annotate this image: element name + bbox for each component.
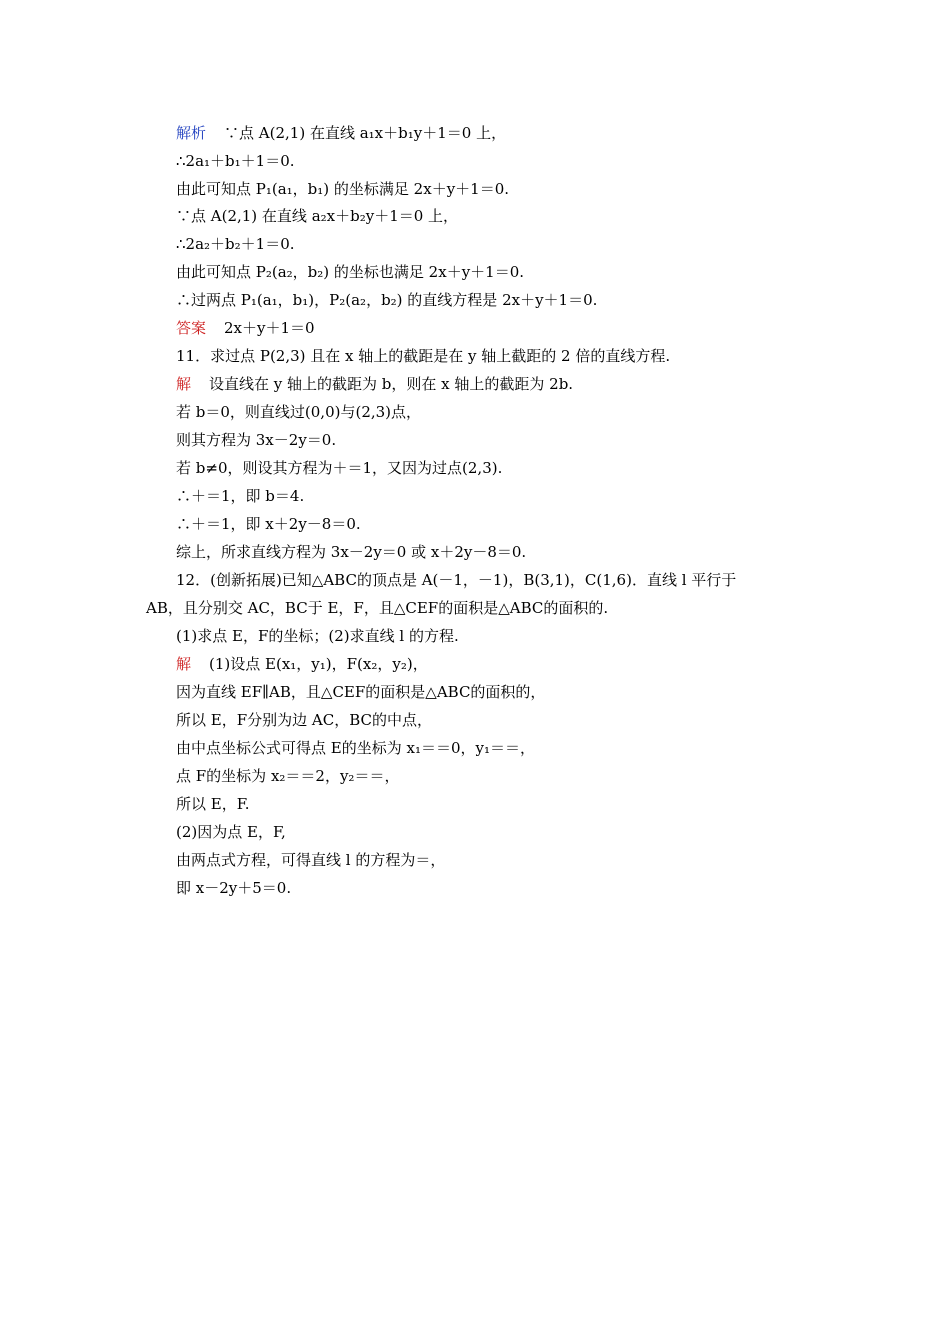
text-line: 综上，所求直线方程为 3x－2y＝0 或 x＋2y－8＝0.	[176, 543, 527, 561]
text-line: 由中点坐标公式可得点 E的坐标为 x₁＝＝0，y₁＝＝，	[176, 739, 535, 757]
solution-line	[176, 374, 573, 394]
solution-label: 解	[176, 655, 192, 673]
answer-line	[176, 318, 315, 338]
text-line: ∵点 A(2,1) 在直线 a₂x＋b₂y＋1＝0 上，	[176, 207, 459, 225]
text-line: 点 F的坐标为 x₂＝＝2，y₂＝＝，	[176, 767, 400, 785]
analysis-label: 解析	[176, 124, 207, 142]
text-line: AB，且分别交 AC，BC于 E，F，且△CEF的面积是△ABC的面积的.	[146, 599, 609, 617]
text-line: ∴过两点 P₁(a₁，b₁)，P₂(a₂，b₂) 的直线方程是 2x＋y＋1＝0.	[176, 291, 598, 309]
answer-text: 2x＋y＋1＝0	[224, 319, 315, 337]
problem-11: 11．求过点 P(2,3) 且在 x 轴上的截距是在 y 轴上截距的 2 倍的直线方程.	[176, 347, 671, 365]
solution-line	[176, 654, 428, 674]
text-line: 所以 E，F分别为边 AC，BC的中点，	[176, 711, 432, 729]
text-line: (1)设点 E(x₁，y₁)，F(x₂，y₂)，	[209, 655, 428, 673]
text-line: (2)因为点 E，F,	[176, 823, 286, 841]
text-line: 所以 E，F.	[176, 795, 250, 813]
text-line: 即 x－2y＋5＝0.	[176, 879, 292, 897]
text-line: ∴＋＝1，即 b＝4.	[176, 487, 305, 505]
text-line: 由两点式方程，可得直线 l 的方程为＝，	[176, 851, 446, 869]
answer-label: 答案	[176, 319, 207, 337]
text-line: ∴2a₁＋b₁＋1＝0.	[176, 152, 295, 170]
text-line: ∵点 A(2,1) 在直线 a₁x＋b₁y＋1＝0 上，	[224, 124, 507, 142]
text-line: 由此可知点 P₂(a₂，b₂) 的坐标也满足 2x＋y＋1＝0.	[176, 263, 525, 281]
text-line: 由此可知点 P₁(a₁，b₁) 的坐标满足 2x＋y＋1＝0.	[176, 180, 510, 198]
text-line: ∴2a₂＋b₂＋1＝0.	[176, 235, 295, 253]
solution-label: 解	[176, 375, 192, 393]
solution-line	[176, 123, 506, 143]
text-line: (1)求点 E，F的坐标；(2)求直线 l 的方程.	[176, 627, 459, 645]
text-line: 若 b≠0，则设其方程为＋＝1，又因为过点(2,3).	[176, 459, 503, 477]
text-line: ∴＋＝1，即 x＋2y－8＝0.	[176, 515, 361, 533]
text-line: 设直线在 y 轴上的截距为 b，则在 x 轴上的截距为 2b.	[209, 375, 574, 393]
problem-12: 12．(创新拓展)已知△ABC的顶点是 A(－1，－1)，B(3,1)，C(1,6)．直线 l 平行于	[176, 571, 737, 589]
text-line: 则其方程为 3x－2y＝0.	[176, 431, 337, 449]
text-line: 若 b＝0，则直线过(0,0)与(2,3)点，	[176, 403, 422, 421]
text-line: 因为直线 EF∥AB，且△CEF的面积是△ABC的面积的，	[176, 683, 546, 701]
